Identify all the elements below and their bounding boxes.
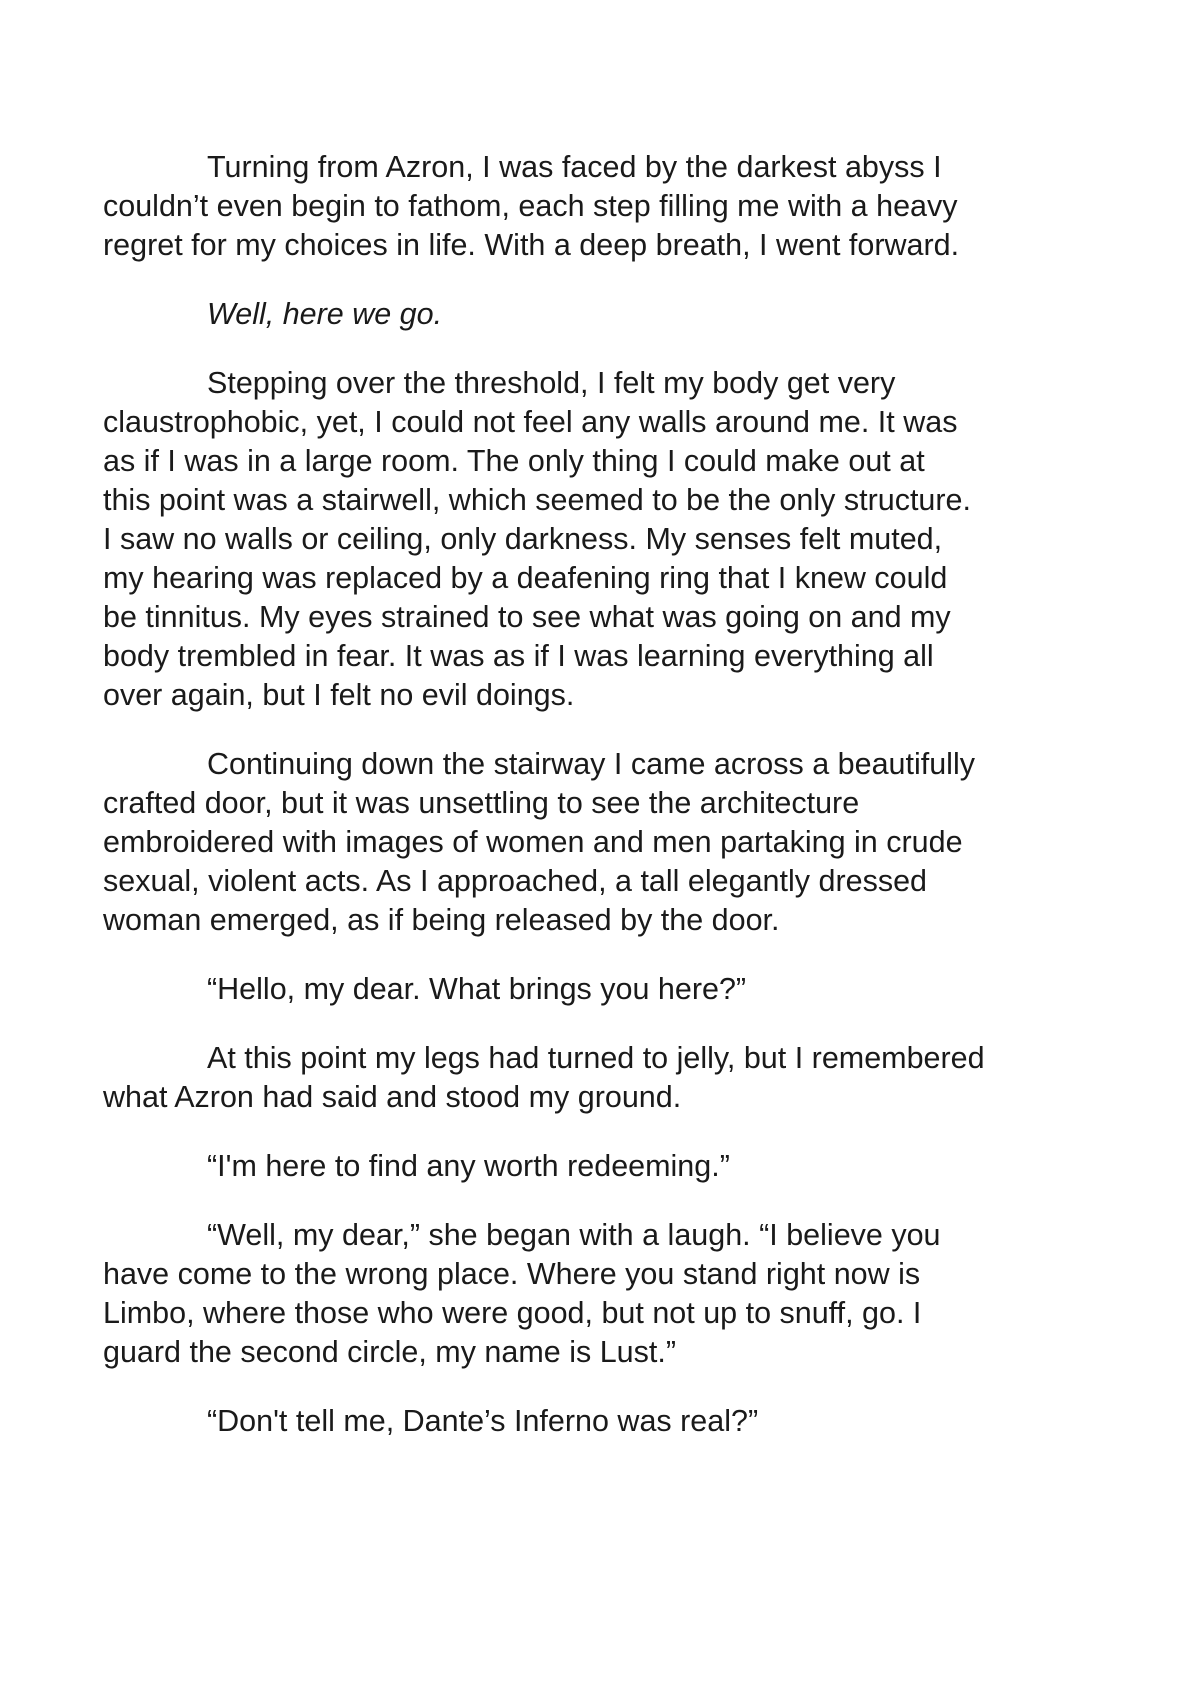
paragraph-5-dialogue (103, 970, 1100, 1009)
text-line: as if I was in a large room. The only thing I could make out at (103, 444, 925, 478)
text-line: my hearing was replaced by a deafening ring that I knew could (103, 561, 948, 595)
text-line: couldn’t even begin to fathom, each step filling me with a heavy (103, 189, 958, 223)
paragraph-4 (103, 745, 1100, 940)
paragraph-7-dialogue (103, 1147, 1100, 1186)
text-line: body trembled in fear. It was as if I was learning everything all (103, 639, 934, 673)
text-line: over again, but I felt no evil doings. (103, 678, 575, 712)
text-line: claustrophobic, yet, I could not feel any walls around me. It was (103, 405, 958, 439)
text-line: At this point my legs had turned to jelly, but I remembered (207, 1041, 985, 1075)
text-line: “I'm here to find any worth redeeming.” (207, 1149, 730, 1183)
text-line: have come to the wrong place. Where you stand right now is (103, 1257, 921, 1291)
text-line: Stepping over the threshold, I felt my body get very (207, 366, 896, 400)
text-line: Well, here we go. (207, 297, 443, 331)
paragraph-3 (103, 364, 1100, 715)
text-line: Turning from Azron, I was faced by the darkest abyss I (207, 150, 942, 184)
paragraph-6 (103, 1039, 1100, 1117)
text-line: Continuing down the stairway I came across a beautifully (207, 747, 975, 781)
paragraph-1 (103, 148, 1100, 265)
text-line: “Well, my dear,” she began with a laugh. “I believe you (207, 1218, 941, 1252)
paragraph-9-dialogue (103, 1402, 1100, 1441)
text-line: this point was a stairwell, which seemed to be the only structure. (103, 483, 971, 517)
text-line: “Don't tell me, Dante’s Inferno was real?” (207, 1404, 759, 1438)
text-line: crafted door, but it was unsettling to see the architecture (103, 786, 860, 820)
text-line: regret for my choices in life. With a deep breath, I went forward. (103, 228, 960, 262)
text-line: woman emerged, as if being released by the door. (103, 903, 780, 937)
text-line: sexual, violent acts. As I approached, a tall elegantly dressed (103, 864, 927, 898)
text-line: guard the second circle, my name is Lust.” (103, 1335, 676, 1369)
paragraph-2-thought (103, 295, 1100, 334)
text-line: be tinnitus. My eyes strained to see what was going on and my (103, 600, 951, 634)
text-line: Limbo, where those who were good, but not up to snuff, go. I (103, 1296, 922, 1330)
text-line: “Hello, my dear. What brings you here?” (207, 972, 747, 1006)
text-line: what Azron had said and stood my ground. (103, 1080, 682, 1114)
text-line: I saw no walls or ceiling, only darkness. My senses felt muted, (103, 522, 943, 556)
text-line: embroidered with images of women and men partaking in crude (103, 825, 963, 859)
paragraph-8-dialogue (103, 1216, 1100, 1372)
